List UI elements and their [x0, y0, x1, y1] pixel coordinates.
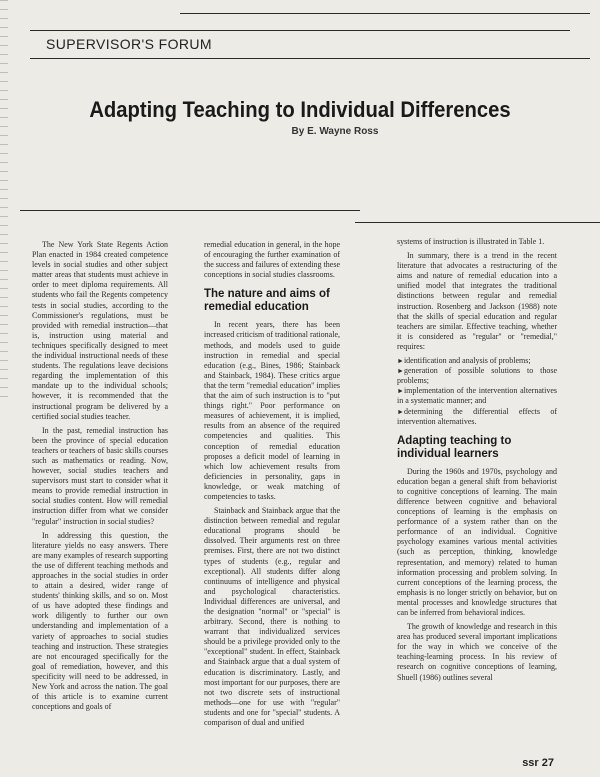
section-heading-nature-aims: The nature and aims of remedial education — [204, 288, 330, 314]
column-2 — [204, 240, 340, 732]
col3-paragraph: The growth of knowledge and research in this area has produced several important implications for the way in which we conceive of the teaching-learning process. In his review of research on cognitive conceptions of learning, Shuell (1986) outlines several — [397, 622, 557, 682]
header-rule-top — [180, 13, 590, 14]
list-item: ►generation of possible solutions to those problems; — [397, 366, 557, 386]
requirements-list — [397, 356, 557, 427]
col2-lead-paragraph: remedial education in general, in the hope of encouraging the further examination of the success and failures of extending these conceptions in social studies classrooms. — [204, 240, 340, 280]
arrow-bullet-icon: ► — [397, 387, 404, 396]
header-rule-mid — [30, 30, 570, 31]
title-rule-left — [20, 210, 360, 211]
column-1 — [32, 240, 168, 716]
list-item: ►determining the differential effects of intervention alternatives. — [397, 406, 557, 426]
arrow-bullet-icon: ► — [397, 367, 404, 376]
col3-lead-paragraph: systems of instruction is illustrated in Table 1. — [397, 237, 545, 246]
list-item: ►implementation of the intervention alternatives in a systematic manner; and — [397, 386, 557, 406]
col3-paragraph: During the 1960s and 1970s, psychology and education began a general shift from behaviorist to cognitive conceptions of learning. The main difference between cognitive and behavioral conceptions of learning is the emphasis on performance of a system rather than on the performance of an individual. Cognitive psychology examines various mental activities (such as perception, thinking, knowledge representation, and memory) related to human information processing and problem solving. In current conceptions of the learning process, the emphasis is no longer strictly on behavior, but on mental processes and knowledge structures that can be inferred from behavioral indices. — [397, 466, 557, 617]
col1-paragraph: In addressing this question, the literature yields no easy answers. There are many examples of research supporting the use of different teaching methods and approaches in the social studies in order to attain a desired, wider range of students' thinking skills, and so on. Most of us have adopted these findings and work diligently to further our own understanding and implementation of a variety of approaches to social studies teaching and instruction. These strategies are not encouraged specifically for the goal of remediation, however, and this specificity will need to be addressed, in New York and across the nation. The goal of this article is to examine current conceptions and goals of — [32, 530, 168, 712]
col2-paragraph: In recent years, there has been increased criticism of traditional rationale, methods, and models used to guide instruction in remedial and special education (e.g., Bines, 1986; Stainback and Stainback, 1984). These critics argue that the term "remedial education" implies that the aim of such instruction is to "put things right." Poor performance on measures of achievement, it is implied, results from an absence of the required competencies and qualities. This conception of remedial education proposes a deficit model of learning in which low achievement results from deficiencies in personality, gaps in knowledge, or weak matching of competencies to tasks. — [204, 320, 340, 501]
col2-paragraph: Stainback and Stainback argue that the distinction between remedial and regular educational programs should be dissolved. Their arguments rest on three premises. First, there are not two distinct types of students (e.g., regular and exceptional). All students differ along continuums of intelligence and physical and psychological characteristics. Individual differences are universal, and the designation "normal" or "special" is arbitrary. Second, there is nothing to warrant that individualized services should be a privilege provided only to the "exceptional" student. In effect, Stainback and Stainback argue that a dual system of education is discriminatory. Lastly, and most important for our purposes, there are not two discrete sets of instructional methods—one for use with "regular" students and one for "special" students. A comparison of dual and unified — [204, 506, 340, 728]
page-number: ssr 27 — [522, 757, 554, 769]
arrow-bullet-icon: ► — [397, 407, 404, 416]
section-heading-adapting-teaching: Adapting teaching to individual learners — [397, 434, 512, 460]
title-rule-right — [355, 222, 600, 223]
article-title: Adapting Teaching to Individual Differences — [89, 97, 511, 122]
col1-paragraph: In the past, remedial instruction has been the province of special education teachers or teachers of basic skills courses such as mathematics or reading. Now, however, social studies teachers and supervisors must start to consider what it means to provide remedial instruction in social studies content. How will remedial instruction differ from what we consider "regular" instruction in social studies? — [32, 425, 168, 526]
arrow-bullet-icon: ► — [397, 357, 404, 366]
column-3 — [397, 237, 557, 687]
scan-edge-artifact — [0, 0, 8, 400]
col1-paragraph: The New York State Regents Action Plan enacted in 1984 created competence levels in social studies and other subject matter areas that students must achieve in order to meet diploma requirements. All students who fail the Regents competency tests in social studies, according to the Commissioner's regulations, must be provided with remedial instruction—that is, instruction using material and techniques specifically designed to meet the individual instructional needs of these students. The regulations leave decisions regarding the implementation of this mandate up to the individual schools; however, it is recommended that the instructional program be delivered by a certified social studies teacher. — [32, 240, 168, 421]
header-rule-bottom — [30, 58, 590, 59]
col3-summary-paragraph: In summary, there is a trend in the recent literature that advocates a restructuring of the aims and nature of remedial education into a unified model that integrates the traditional distinctions between regular and remedial instruction. Rosenberg and Jackson (1988) note that the skills of special education and regular teachers are similar. Effective teaching, whether it is considered as "regular" or "remedial," requires: — [397, 251, 557, 351]
list-item: ►identification and analysis of problems; — [397, 356, 531, 366]
section-label: SUPERVISOR'S FORUM — [46, 36, 212, 52]
article-byline: By E. Wayne Ross — [291, 126, 379, 137]
